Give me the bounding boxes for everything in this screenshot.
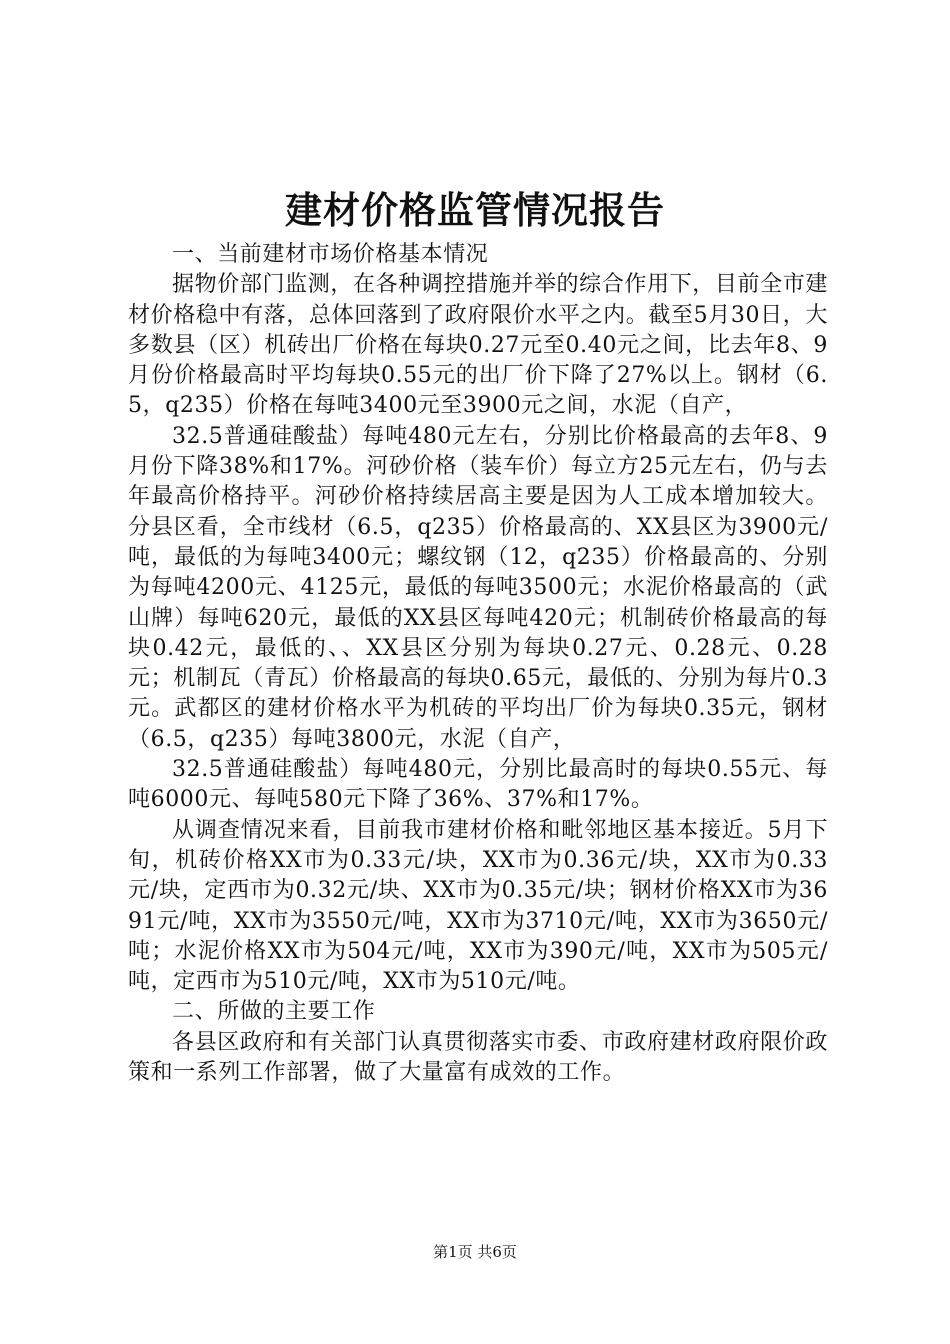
body-paragraph: 32.5普通硅酸盐）每吨480元，分别比最高时的每块0.55元、每吨6000元、每吨580元下降了36%、37%和17%。 [128,757,828,813]
document-title: 建材价格监管情况报告 [285,188,665,232]
body-paragraph: 据物价部门监测，在各种调控措施并举的综合作用下，目前全市建材价格稳中有落，总体回落到了政府限价水平之内。截至5月30日，大多数县（区）机砖出厂价格在每块0.27元至0.40元之间，比去年8、9月份价格最高时平均每块0.55元的出厂价下降了27%以上。钢材（6.5，q235）价格在每吨3400元至3900元之间，水泥（自产， [128,272,828,419]
body-paragraph: 各县区政府和有关部门认真贯彻落实市委、市政府建材政府限价政策和一系列工作部署，做了大量富有成效的工作。 [128,1029,828,1086]
section-heading: 二、所做的主要工作 [172,999,376,1025]
body-paragraph: 32.5普通硅酸盐）每吨480元左右，分别比价格最高的去年8、9月份下降38%和17%。河砂价格（装车价）每立方25元左右，仍与去年最高价格持平。河砂价格持续居高主要是因为人工成本增加较大。分县区看，全市线材（6.5，q235）价格最高的、XX县区为3900元/吨，最低的为每吨3400元；螺纹钢（12，q235）价格最高的、分别为每吨4200元、4125元，最低的每吨3500元；水泥价格最高的（武山牌）每吨620元，最低的XX县区每吨420元；机制砖价格最高的每块0.42元，最低的、、XX县区分别为每块0.27元、0.28元、0.28元；机制瓦（青瓦）价格最高的每块0.65元，最低的、分别为每片0.3元。武都区的建材价格水平为机砖的平均出厂价为每块0.35元，钢材（6.5，q235）每吨3800元，水泥（自产， [128,423,828,752]
section-heading: 一、当前建材市场价格基本情况 [172,242,489,267]
document-body [128,240,828,1088]
page-footer: 第1页 共6页 [433,1243,517,1261]
body-paragraph: 从调查情况来看，目前我市建材价格和毗邻地区基本接近。5月下旬，机砖价格XX市为0.33元/块，XX市为0.36元/块，XX市为0.33元/块，定西市为0.32元/块、XX市为0.35元/块；钢材价格XX市为3691元/吨，XX市为3550元/吨，XX市为3710元/吨，XX市为3650元/吨；水泥价格XX市为504元/吨，XX市为390元/吨，XX市为505元/吨，定西市为510元/吨，XX市为510元/吨。 [128,817,828,995]
